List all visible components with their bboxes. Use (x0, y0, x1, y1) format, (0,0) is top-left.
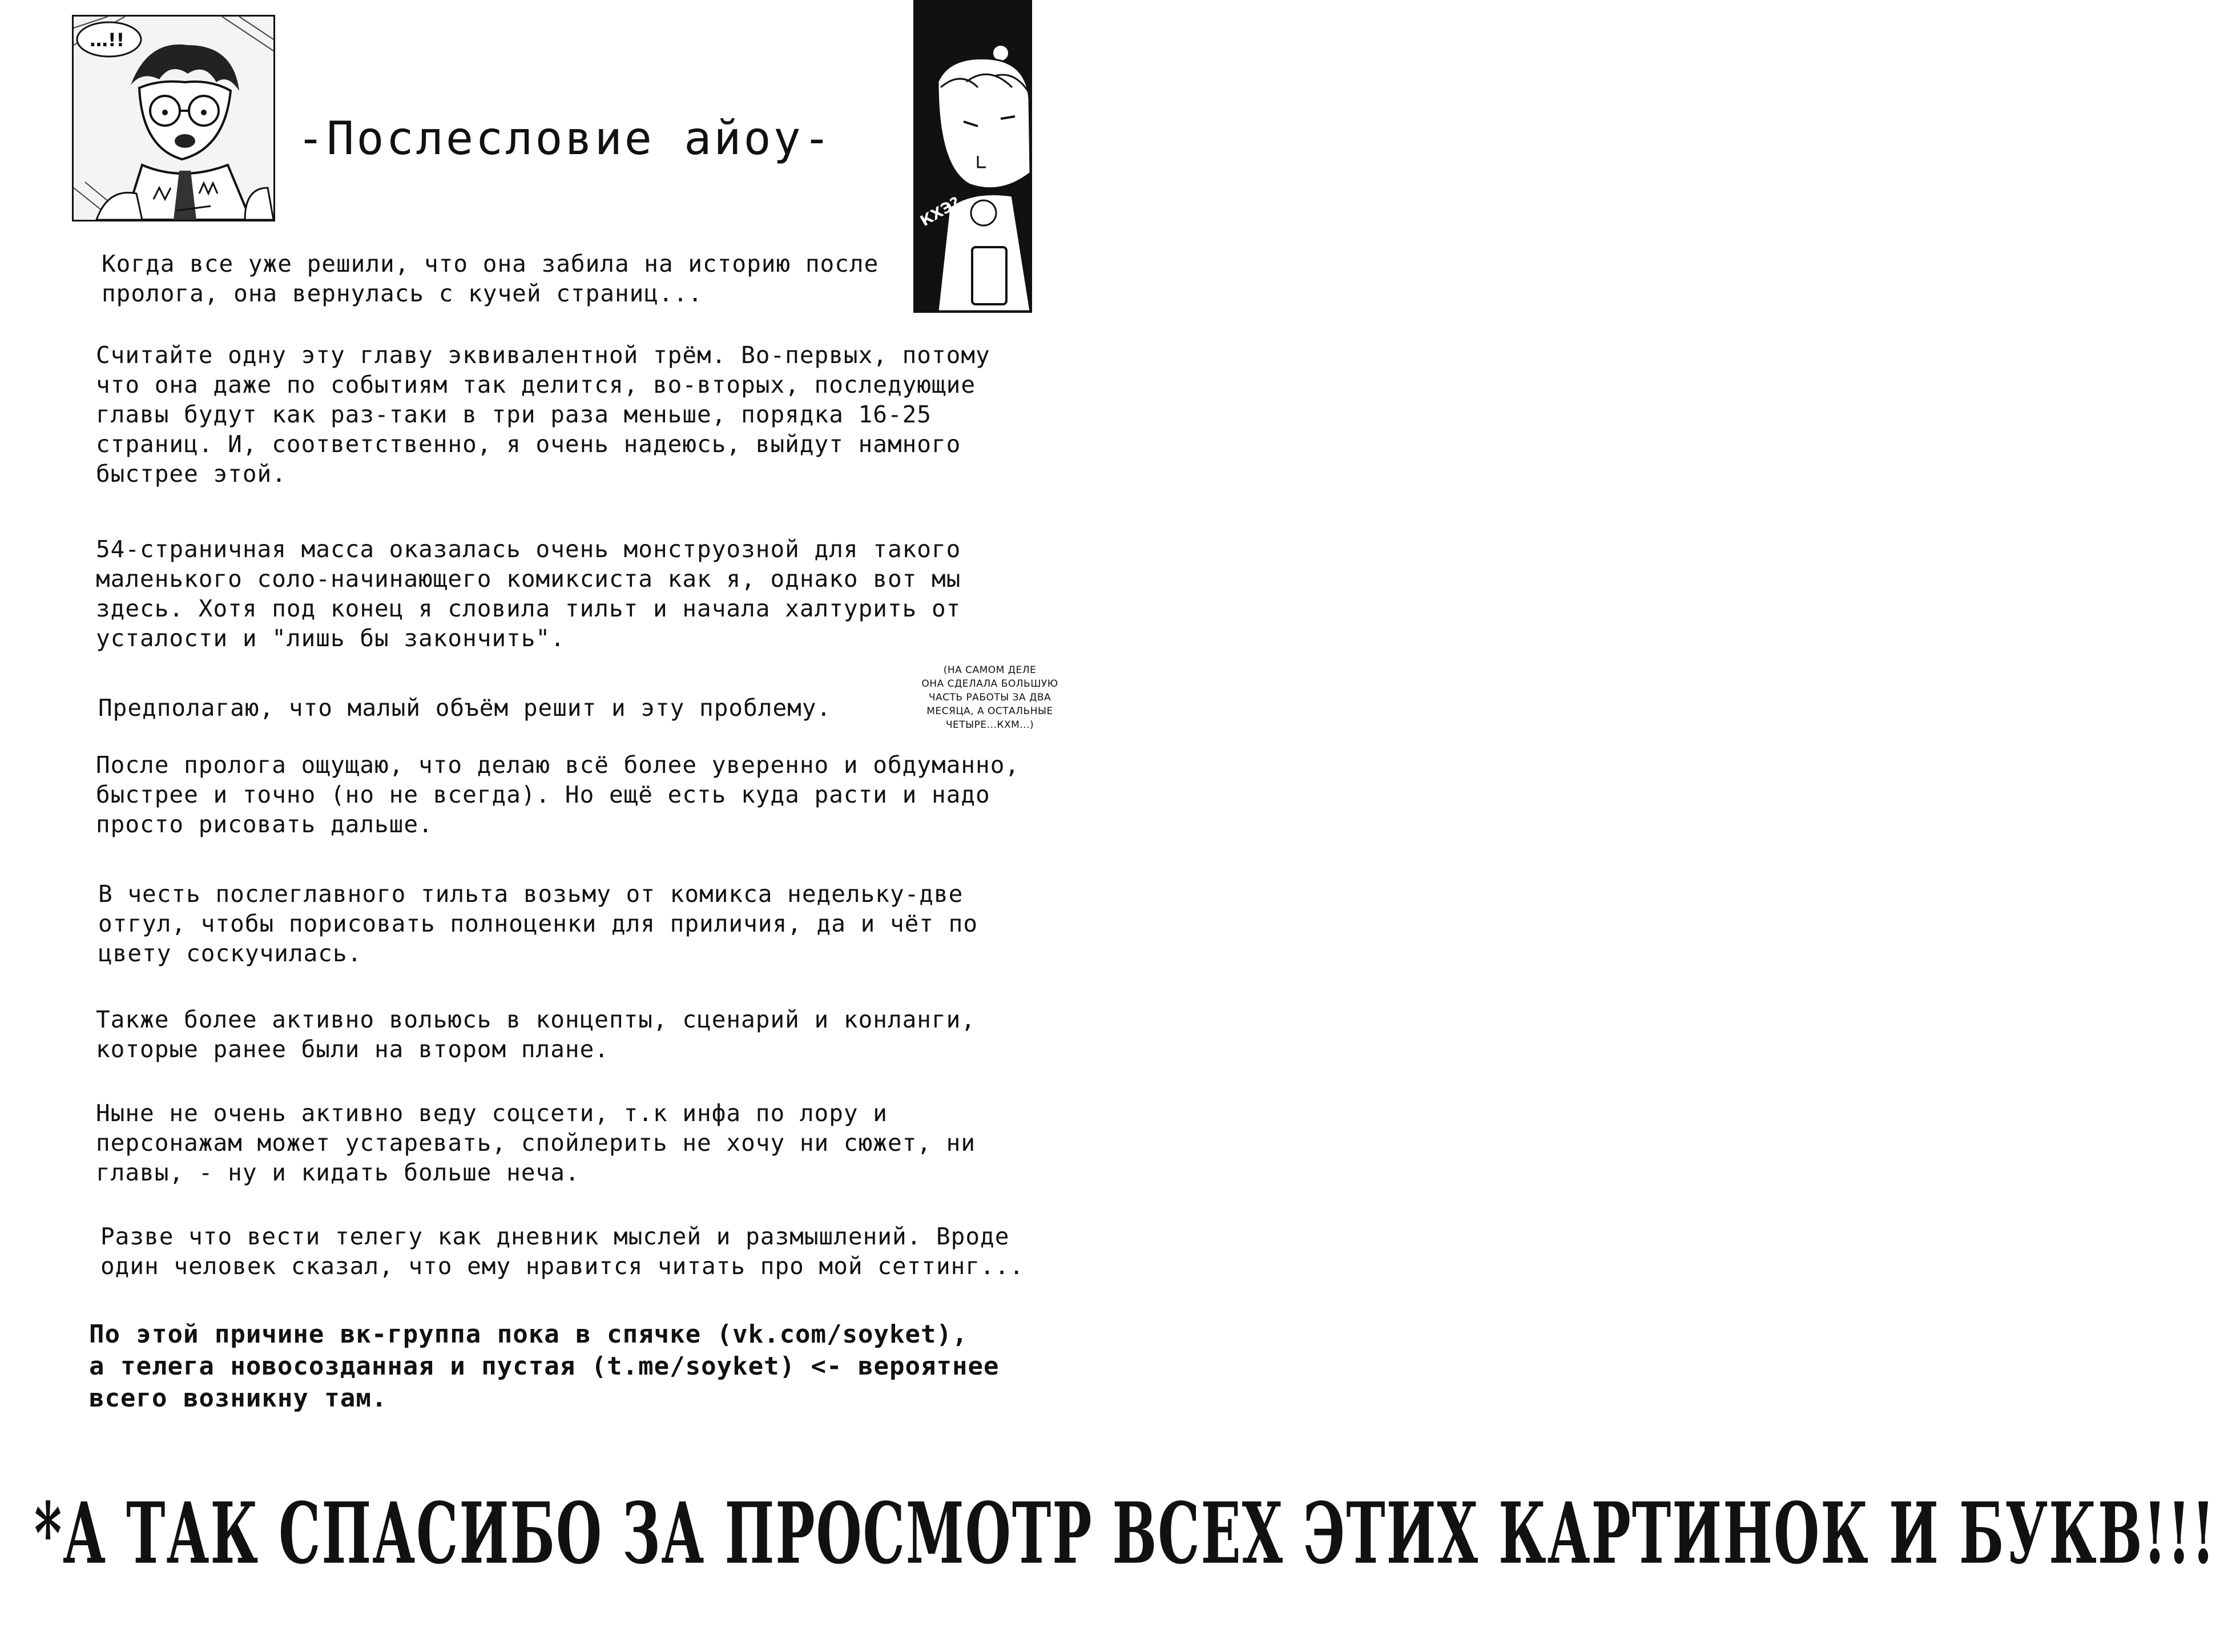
page-title: -Послесловие айоу- (297, 112, 833, 165)
paragraph-page-mass: 54-страничная масса оказалась очень монструозной для такого маленького соло-начинающего комиксиста как я, однако вот мы здесь. Хотя под конец я словила тильт и начала халтурить от усталости и "лишь бы закончить". (96, 535, 961, 652)
paragraph-social-links: По этой причине вк-группа пока в спячке (vk.com/soyket), а телега новосозданная и пустая (t.me/soyket) <- вероятнее всего возникну там. (89, 1320, 1000, 1413)
paragraph-intro: Когда все уже решили, что она забила на историю после пролога, она вернулась с кучей страниц... (102, 250, 879, 307)
paragraph-break: В честь послеглавного тильта возьму от комикса недельку-две отгул, чтобы порисовать полноценки для приличия, да и чёт по цвету соскучилась. (98, 880, 978, 967)
paragraph-social-media: Ныне не очень активно веду соцсети, т.к инфа по лору и персонажам может устаревать, спойлерить не хочу ни сюжет, ни главы, - ну и кидать больше неча. (96, 1099, 976, 1186)
panel-right-sfx-text: КХЭ? (917, 194, 964, 231)
side-note: (НА САМОМ ДЕЛЕ ОНА СДЕЛАЛА БОЛЬШУЮ ЧАСТЬ РАБОТЫ ЗА ДВА МЕСЯЦА, А ОСТАЛЬНЫЕ ЧЕТЫРЕ...КХМ...) (921, 664, 1058, 731)
paragraph-volume-solution: Предполагаю, что малый объём решит и эту проблему. (98, 694, 832, 722)
thanks-banner: *А ТАК СПАСИБО ЗА ПРОСМОТР ВСЕХ ЭТИХ КАРТИНОК И БУКВ!!! (34, 1484, 2216, 1583)
paragraph-telegram-diary: Разве что вести телегу как дневник мыслей и размышлений. Вроде один человек сказал, что ему нравится читать про мой сеттинг... (100, 1223, 1025, 1280)
paragraph-after-prologue: После пролога ощущаю, что делаю всё более уверенно и обдуманно, быстрее и точно (но не всегда). Но ещё есть куда расти и надо просто рисовать дальше. (96, 751, 1020, 838)
character-shocked-illustration (74, 17, 273, 220)
panel-left-bubble-text: …!! (90, 29, 125, 51)
character-thinking-illustration (915, 2, 1030, 311)
manga-panel-right (913, 0, 1032, 313)
manga-panel-left (72, 15, 275, 221)
paragraph-chapter-equivalent: Считайте одну эту главу эквивалентной трём. Во-первых, потому что она даже по событиям так делится, во-вторых, последующие главы будут как раз-таки в три раза меньше, порядка 16-25 страниц. И, соответственно, я очень надеюсь, выйдут намного быстрее этой. (96, 341, 990, 487)
paragraph-concepts: Также более активно вольюсь в концепты, сценарий и конланги, которые ранее были на втором плане. (96, 1006, 976, 1063)
